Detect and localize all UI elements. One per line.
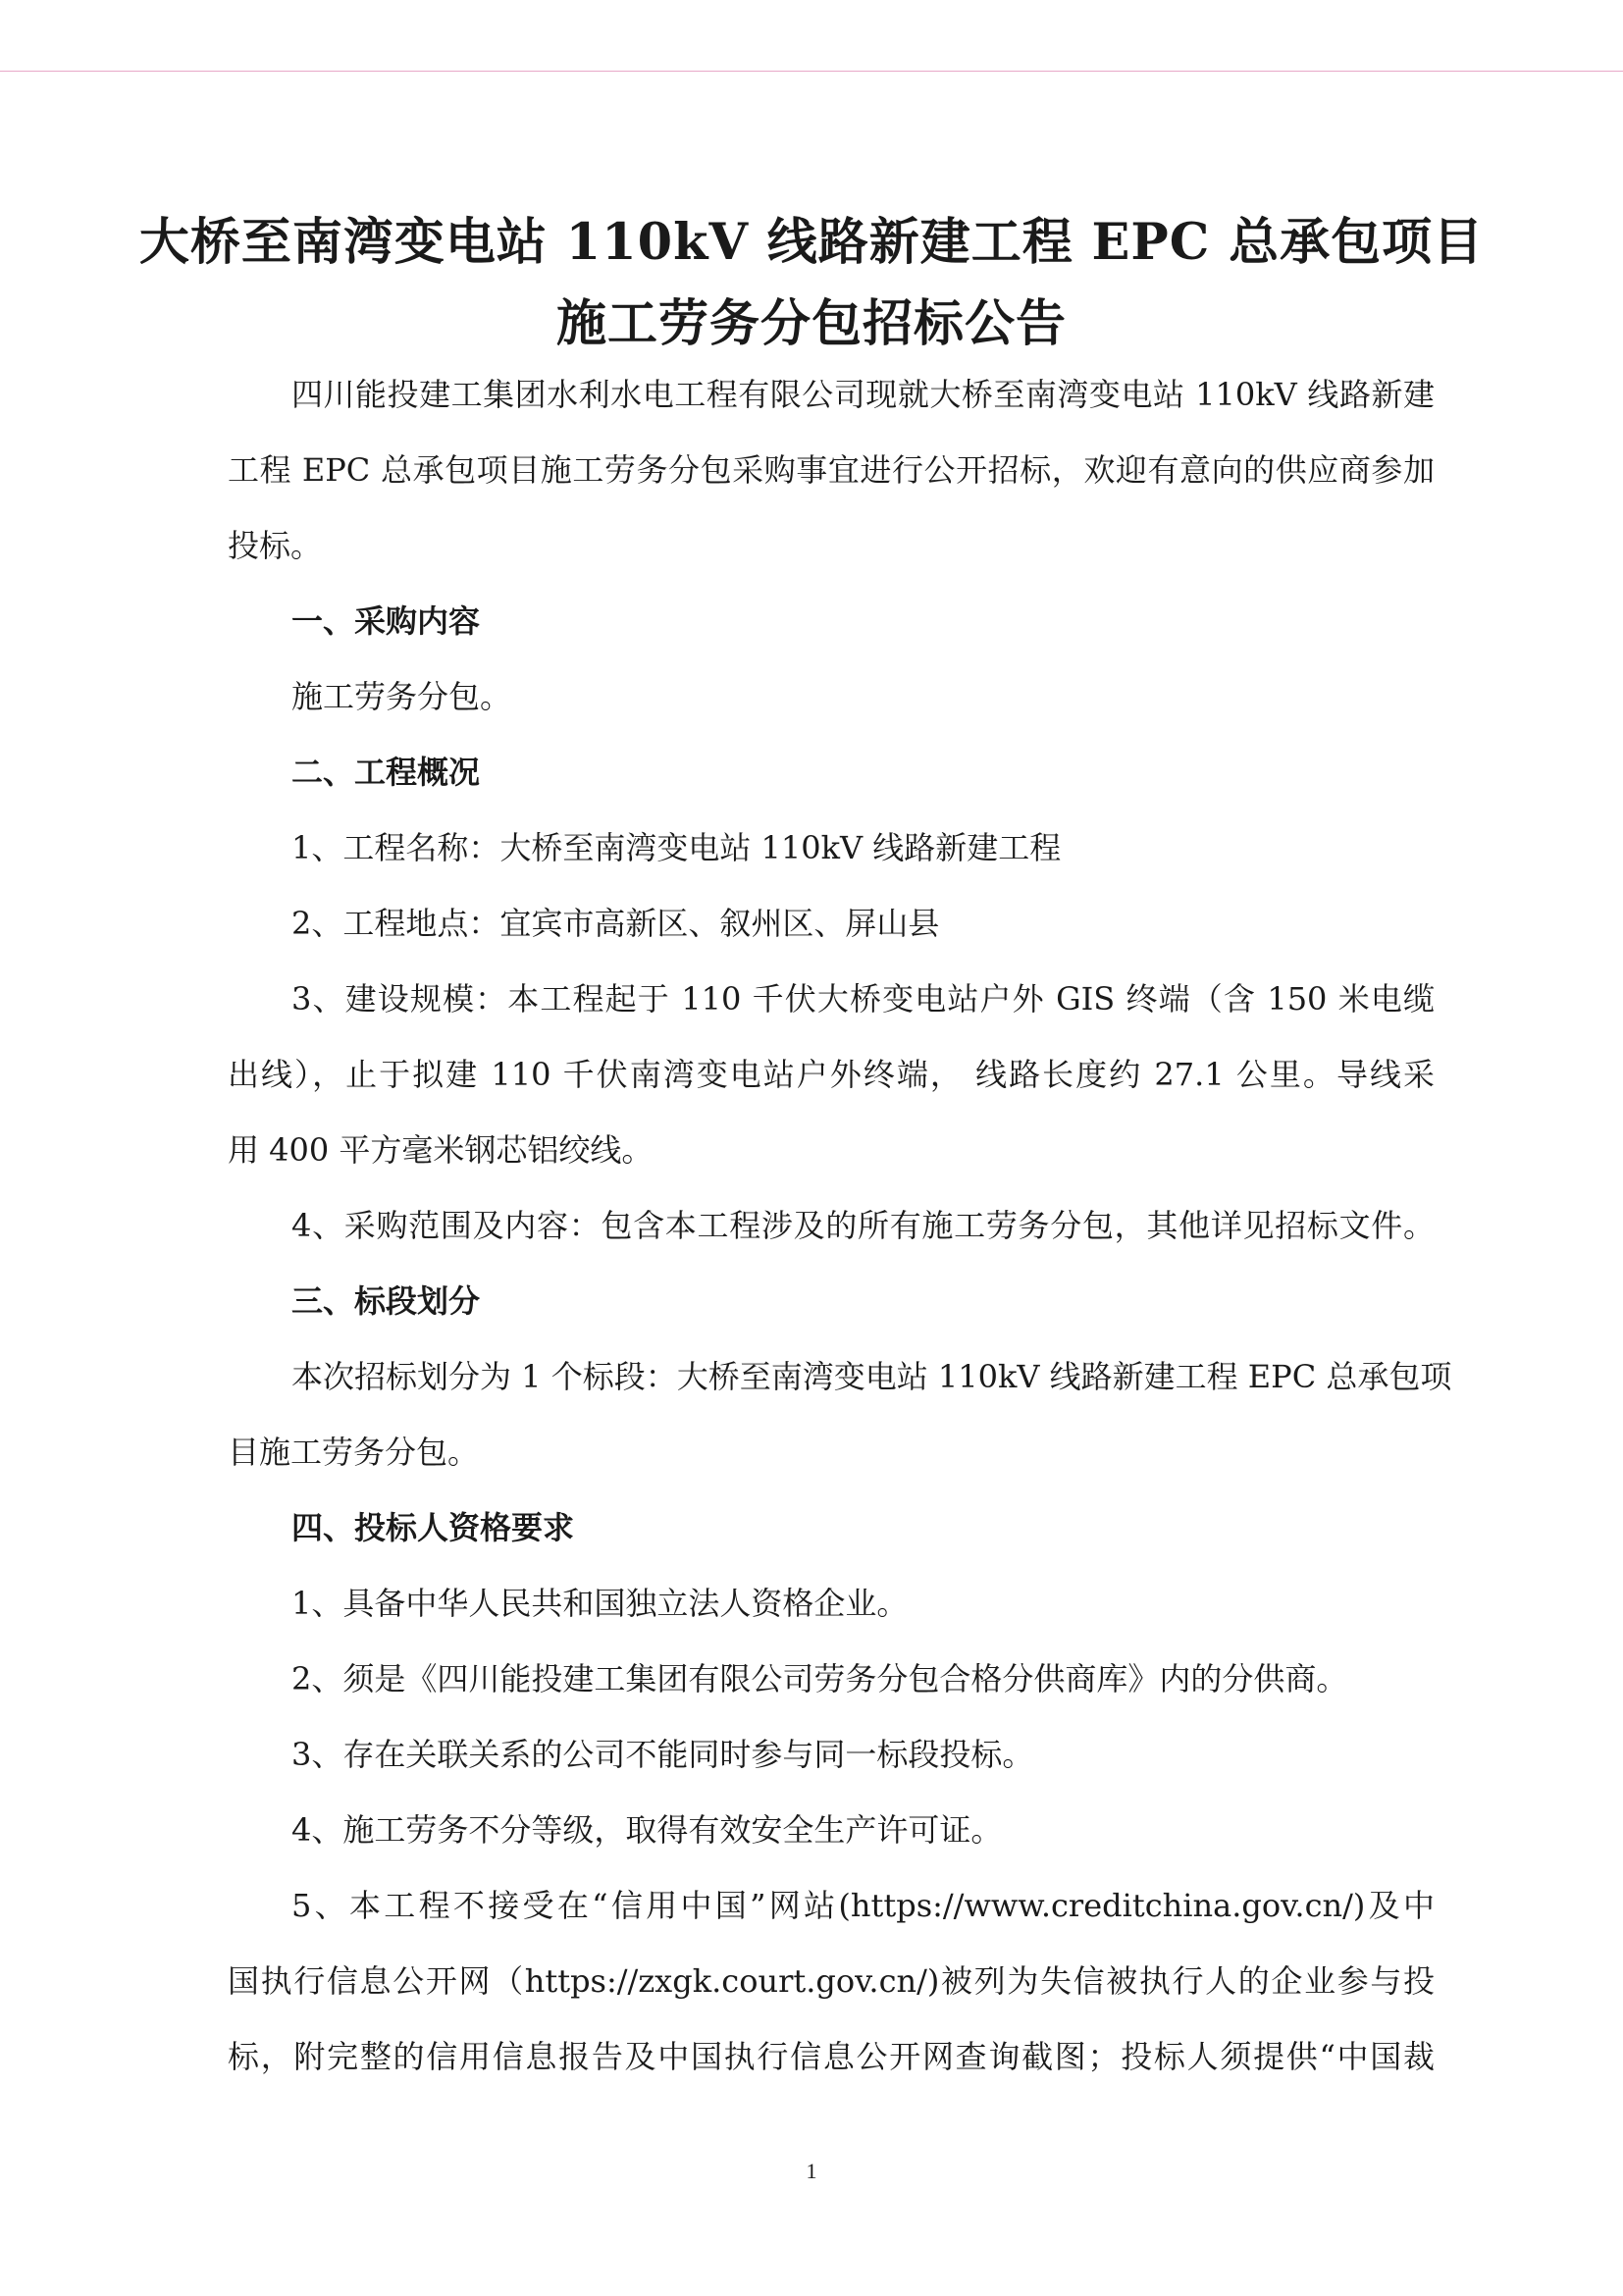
overview-item-2: 2、工程地点：宜宾市高新区、叙州区、屏山县 <box>291 905 940 942</box>
lots-line-1: 本次招标划分为 1 个标段：大桥至南湾变电站 110kV 线路新建工程 EPC 总承包项 <box>291 1358 1452 1395</box>
qualification-item-5-line-3: 标，附完整的信用信息报告及中国执行信息公开网查询截图；投标人须提供“中国裁 <box>228 2038 1435 2075</box>
title-line-1: 大桥至南湾变电站 110kV 线路新建工程 EPC 总承包项目 <box>138 213 1485 272</box>
section-heading-procurement: 一、采购内容 <box>291 602 481 640</box>
qualification-item-2: 2、须是《四川能投建工集团有限公司劳务分包合格分供商库》内的分供商。 <box>291 1660 1348 1697</box>
overview-item-3-line-1: 3、建设规模：本工程起于 110 千伏大桥变电站户外 GIS 终端（含 150 米电缆 <box>291 980 1435 1018</box>
overview-item-1: 1、工程名称：大桥至南湾变电站 110kV 线路新建工程 <box>291 829 1062 866</box>
intro-line-1: 四川能投建工集团水利水电工程有限公司现就大桥至南湾变电站 110kV 线路新建 <box>291 376 1435 413</box>
lots-line-2: 目施工劳务分包。 <box>228 1434 480 1471</box>
margin-guide-line <box>0 71 1623 72</box>
qualification-item-5-line-1: 5、本工程不接受在“信用中国”网站(https://www.creditchina.gov.cn/)及中 <box>291 1887 1435 1924</box>
section-heading-qualifications: 四、投标人资格要求 <box>291 1509 575 1546</box>
qualification-item-4: 4、施工劳务不分等级，取得有效安全生产许可证。 <box>291 1811 1003 1849</box>
section-heading-overview: 二、工程概况 <box>291 754 481 791</box>
section-heading-lots: 三、标段划分 <box>291 1282 481 1320</box>
overview-item-4: 4、采购范围及内容：包含本工程涉及的所有施工劳务分包，其他详见招标文件。 <box>291 1207 1435 1244</box>
page-number: 1 <box>806 2159 817 2183</box>
intro-line-3: 投标。 <box>228 527 323 564</box>
overview-item-3-line-3: 用 400 平方毫米钢芯铝绞线。 <box>228 1131 654 1169</box>
qualification-item-3: 3、存在关联关系的公司不能同时参与同一标段投标。 <box>291 1736 1034 1773</box>
procurement-content: 施工劳务分包。 <box>291 678 512 715</box>
qualification-item-1: 1、具备中华人民共和国独立法人资格企业。 <box>291 1585 909 1622</box>
intro-line-2: 工程 EPC 总承包项目施工劳务分包采购事宜进行公开招标，欢迎有意向的供应商参加 <box>228 451 1435 489</box>
overview-item-3-line-2: 出线），止于拟建 110 千伏南湾变电站户外终端， 线路长度约 27.1 公里。导线采 <box>228 1056 1435 1093</box>
title-line-2: 施工劳务分包招标公告 <box>555 294 1067 353</box>
qualification-item-5-line-2: 国执行信息公开网（https://zxgk.court.gov.cn/)被列为失信被执行人的企业参与投 <box>228 1962 1435 2000</box>
